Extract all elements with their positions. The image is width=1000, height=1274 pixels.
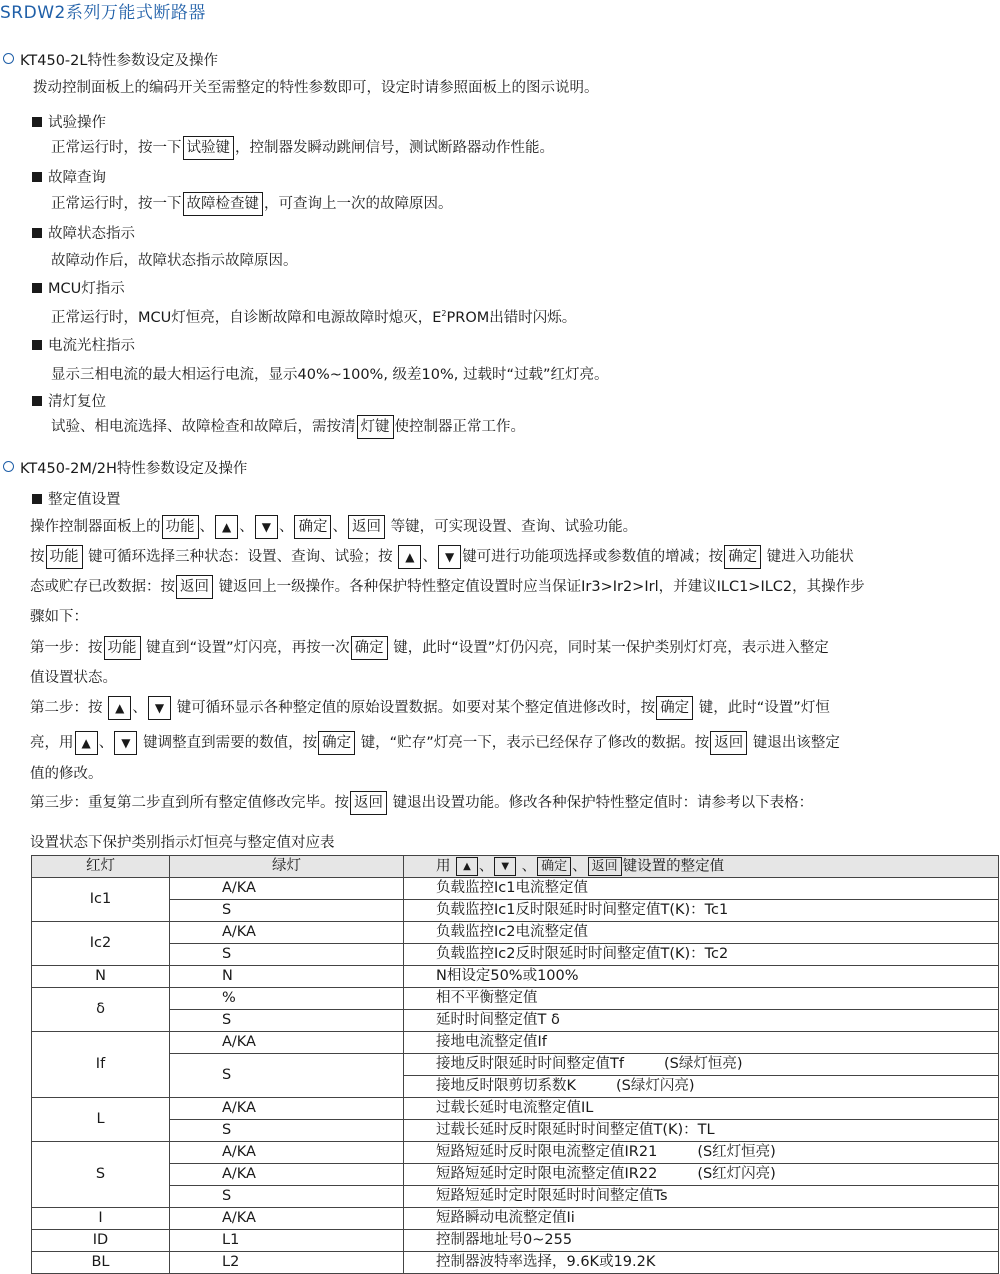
setting-note: (S红灯闪亮) [697,1166,776,1182]
para-3-line-1 [30,636,829,660]
setting-desc: 过载长延时反时限延时时间整定值T(K)：TL [436,1122,715,1138]
item-title-fault-query [32,166,106,187]
test-key: 试验键 [183,136,235,160]
return-key: 返回 [588,857,622,876]
text-span: 按 [30,549,45,565]
green-light-cell: L1 [170,1230,404,1252]
down-key: ▼ [148,696,171,720]
item-title-test [32,111,106,132]
confirm-key: 确定 [656,696,693,720]
table-row [32,1252,999,1274]
subheading-setting [32,488,121,509]
up-key: ▲ [108,696,131,720]
red-light-cell: Ic2 [32,922,170,966]
text-span: 键进入功能状 [766,549,854,565]
setting-desc: 过载长延时电流整定值IL [436,1100,594,1116]
item-title-text: MCU灯指示 [48,281,125,297]
table-row [32,1208,999,1230]
square-bullet-icon [32,172,42,182]
up-key: ▲ [456,857,478,876]
square-bullet-icon [32,283,42,293]
item-text-test [51,136,554,160]
confirm-key: 确定 [537,857,571,876]
light-key: 灯键 [357,415,394,439]
sep: 、 [521,858,537,875]
green-light-cell: A/KA [170,922,404,944]
table-body [32,878,999,1274]
green-light-cell: S [170,1054,404,1098]
section-heading-2m [3,457,247,478]
table-header-row [32,856,999,878]
section-heading-text: KT450-2L特性参数设定及操作 [20,53,218,69]
table-row [32,1054,999,1076]
confirm-key: 确定 [724,545,761,569]
function-key: 功能 [104,636,141,660]
setting-desc-cell [404,1076,999,1098]
green-light-cell: A/KA [170,1142,404,1164]
sep: 、 [278,519,294,535]
setting-desc: N相设定50%或100% [436,968,579,984]
text-span: 试验、相电流选择、故障检查和故障后，需按清 [51,419,356,435]
green-light-cell: A/KA [170,1208,404,1230]
text-span: 键可循环选择三种状态：设置、查询、试验；按 [88,549,393,565]
green-light-cell: S [170,944,404,966]
text-span: 亮，用 [30,735,74,751]
green-light-cell: N [170,966,404,988]
text-span: 键退出设置功能。修改各种保护特性整定值时：请参考以下表格： [392,795,814,811]
text-span: 等键，可实现设置、查询、试验功能。 [390,519,638,535]
setting-desc: 短路短延时定时限电流整定值IR22 [436,1166,658,1182]
down-key: ▼ [114,731,137,755]
setting-desc-cell [404,1208,999,1230]
text-span: 第二步：按 [30,700,103,716]
red-light-cell: N [32,966,170,988]
item-text-current-bar: 显示三相电流的最大相运行电流，显示40%~100%, 级差10%, 过载时“过载”红灯亮。 [51,367,609,383]
setting-desc: 短路短延时定时限延时时间整定值Ts [436,1188,668,1204]
item-text-fault-query [51,192,453,216]
text-span: 键，“贮存”灯亮一下，表示已经保存了修改的数据。按 [360,735,710,751]
text-span: 正常运行时，按一下 [51,140,182,156]
text-span: 操作控制器面板上的 [30,519,161,535]
table-row [32,1230,999,1252]
text-span: 用 [436,858,451,875]
settings-table [31,855,999,1274]
item-title-text: 清灯复位 [48,394,106,410]
item-title-mcu [32,277,125,298]
down-key: ▼ [494,857,516,876]
down-key: ▼ [438,545,461,569]
sep: 、 [199,519,214,535]
table-row [32,966,999,988]
confirm-key: 确定 [318,731,355,755]
para-2-line-1 [30,545,854,569]
text-span: 使控制器正常工作。 [394,419,525,435]
header-setting [404,856,999,878]
header-red-light: 红灯 [32,856,170,878]
sep: 、 [98,735,114,751]
up-key: ▲ [75,731,98,755]
setting-desc-cell [404,878,999,900]
setting-desc-cell [404,1186,999,1208]
text-span: 键调整直到需要的数值，按 [143,735,318,751]
sep: 、 [132,700,147,716]
table-row [32,1032,999,1054]
para-3-line-2: 值设置状态。 [30,670,117,686]
table-row [32,900,999,922]
setting-desc-cell [404,966,999,988]
section-heading-text: KT450-2M/2H特性参数设定及操作 [20,461,248,477]
table-row [32,1098,999,1120]
confirm-key: 确定 [351,636,388,660]
circle-bullet-icon [3,461,14,472]
item-title-text: 故障状态指示 [48,226,135,242]
table-row [32,1120,999,1142]
setting-desc: 负载监控Ic2电流整定值 [436,924,588,940]
setting-desc: 负载监控Ic1电流整定值 [436,880,588,896]
item-text-fault-status: 故障动作后，故障状态指示故障原因。 [51,253,298,269]
setting-desc-cell [404,1142,999,1164]
setting-note: (S绿灯闪亮) [616,1078,695,1094]
return-key: 返回 [710,731,747,755]
table-caption: 设置状态下保护类别指示灯恒亮与整定值对应表 [30,835,335,851]
green-light-cell: A/KA [170,1032,404,1054]
text-span: 第三步：重复第二步直到所有整定值修改完毕。按 [30,795,349,811]
up-key: ▲ [215,515,238,539]
square-bullet-icon [32,340,42,350]
para-1 [30,515,637,539]
square-bullet-icon [32,396,42,406]
intro-text: 拨动控制面板上的编码开关至需整定的特性参数即可，设定时请参照面板上的图示说明。 [33,80,599,96]
setting-desc-cell [404,944,999,966]
item-title-text: 电流光柱指示 [48,338,135,354]
setting-desc-cell [404,1252,999,1274]
setting-desc-cell [404,922,999,944]
section-heading-2l [3,49,218,70]
red-light-cell: δ [32,988,170,1032]
text-span: 正常运行时，MCU灯恒亮，自诊断故障和电源故障时熄灭，E [51,310,442,326]
table-row [32,944,999,966]
setting-desc-cell [404,900,999,922]
page-title: SRDW2系列万能式断路器 [0,3,206,23]
item-title-fault-status [32,222,135,243]
item-title-current-bar [32,334,135,355]
setting-desc-cell [404,1120,999,1142]
setting-desc-cell [404,1010,999,1032]
text-span: 正常运行时，按一下 [51,196,182,212]
table-row [32,988,999,1010]
red-light-cell: BL [32,1252,170,1274]
green-light-cell: A/KA [170,878,404,900]
text-span: ，控制器发瞬动跳闸信号，测试断路器动作性能。 [235,140,554,156]
return-key: 返回 [350,791,387,815]
green-light-cell: % [170,988,404,1010]
sep: 、 [572,858,587,875]
setting-desc-cell [404,1164,999,1186]
setting-desc: 短路短延时反时限电流整定值IR21 [436,1144,658,1160]
para-2-line-3: 骤如下： [30,609,88,625]
setting-desc-cell [404,1230,999,1252]
para-2-line-2 [30,575,865,599]
table-row [32,1186,999,1208]
text-span: 键设置的整定值 [622,858,725,875]
table-row [32,878,999,900]
fault-check-key: 故障检查键 [183,192,264,216]
green-light-cell: S [170,1186,404,1208]
setting-note: (S绿灯恒亮) [663,1056,743,1072]
item-title-text: 故障查询 [48,170,106,186]
table-row [32,1164,999,1186]
setting-desc: 接地反时限剪切系数K [436,1078,577,1094]
table-row [32,1010,999,1032]
setting-note: (S红灯恒亮) [697,1144,776,1160]
green-light-cell: A/KA [170,1164,404,1186]
red-light-cell: If [32,1032,170,1098]
setting-desc-cell [404,988,999,1010]
table-row [32,922,999,944]
item-title-reset [32,390,106,411]
red-light-cell: S [32,1142,170,1208]
sep: 、 [478,858,494,875]
text-span: 态或贮存已改数据：按 [30,579,175,595]
sep: 、 [332,519,347,535]
return-key: 返回 [348,515,385,539]
setting-desc: 控制器地址号0~255 [436,1232,573,1248]
text-span: 键可循环显示各种整定值的原始设置数据。如要对某个整定值进修改时，按 [176,700,656,716]
text-span: 键直到“设置”灯闪亮，再按一次 [146,640,350,656]
red-light-cell: ID [32,1230,170,1252]
red-light-cell: L [32,1098,170,1142]
square-bullet-icon [32,494,42,504]
subheading-text: 整定值设置 [48,492,121,508]
para-4-line-3: 值的修改。 [30,766,103,782]
item-text-mcu [51,306,576,327]
down-key: ▼ [255,515,278,539]
text-span: 键，此时“设置”灯仍闪亮，同时某一保护类别灯灯亮，表示进入整定 [393,640,829,656]
setting-desc: 控制器波特率选择，9.6K或19.2K [436,1254,656,1270]
text-span: 键返回上一级操作。各种保护特性整定值设置时应当保证Ir3>Ir2>Irl，并建议ILC1>ILC2，其操作步 [218,579,865,595]
setting-desc: 相不平衡整定值 [436,990,538,1006]
square-bullet-icon [32,228,42,238]
para-4-line-2 [30,731,840,755]
para-5 [30,791,813,815]
return-key: 返回 [176,575,213,599]
up-key: ▲ [398,545,421,569]
header-green-light: 绿灯 [170,856,404,878]
text-span: 键退出该整定 [752,735,840,751]
setting-desc: 负载监控Ic2反时限延时时间整定值T(K)：Tc2 [436,946,729,962]
sep: 、 [422,549,437,565]
item-title-text: 试验操作 [48,115,106,131]
green-light-cell: S [170,1120,404,1142]
square-bullet-icon [32,117,42,127]
text-span: PROM出错时闪烁。 [446,310,577,326]
text-span: 键，此时“设置”灯恒 [698,700,830,716]
sep: 、 [239,519,254,535]
confirm-key: 确定 [294,515,331,539]
circle-bullet-icon [3,53,14,64]
para-4-line-1 [30,696,830,720]
setting-desc-cell [404,1032,999,1054]
red-light-cell: Ic1 [32,878,170,922]
superscript: 2 [441,309,447,319]
setting-desc: 短路瞬动电流整定值Ii [436,1210,575,1226]
text-span: 键可进行功能项选择或参数值的增减；按 [462,549,724,565]
function-key: 功能 [162,515,199,539]
table-row [32,1142,999,1164]
green-light-cell: A/KA [170,1098,404,1120]
setting-desc-cell [404,1098,999,1120]
text-span: 第一步：按 [30,640,103,656]
setting-desc: 接地反时限延时时间整定值Tf [436,1056,624,1072]
text-span: ，可查询上一次的故障原因。 [264,196,453,212]
green-light-cell: L2 [170,1252,404,1274]
setting-desc: 负载监控Ic1反时限延时时间整定值T(K)：Tc1 [436,902,729,918]
function-key: 功能 [46,545,83,569]
setting-desc-cell [404,1054,999,1076]
green-light-cell: S [170,900,404,922]
item-text-reset [51,415,525,439]
green-light-cell: S [170,1010,404,1032]
red-light-cell: I [32,1208,170,1230]
setting-desc: 延时时间整定值T δ [436,1012,560,1028]
setting-desc: 接地电流整定值If [436,1034,547,1050]
